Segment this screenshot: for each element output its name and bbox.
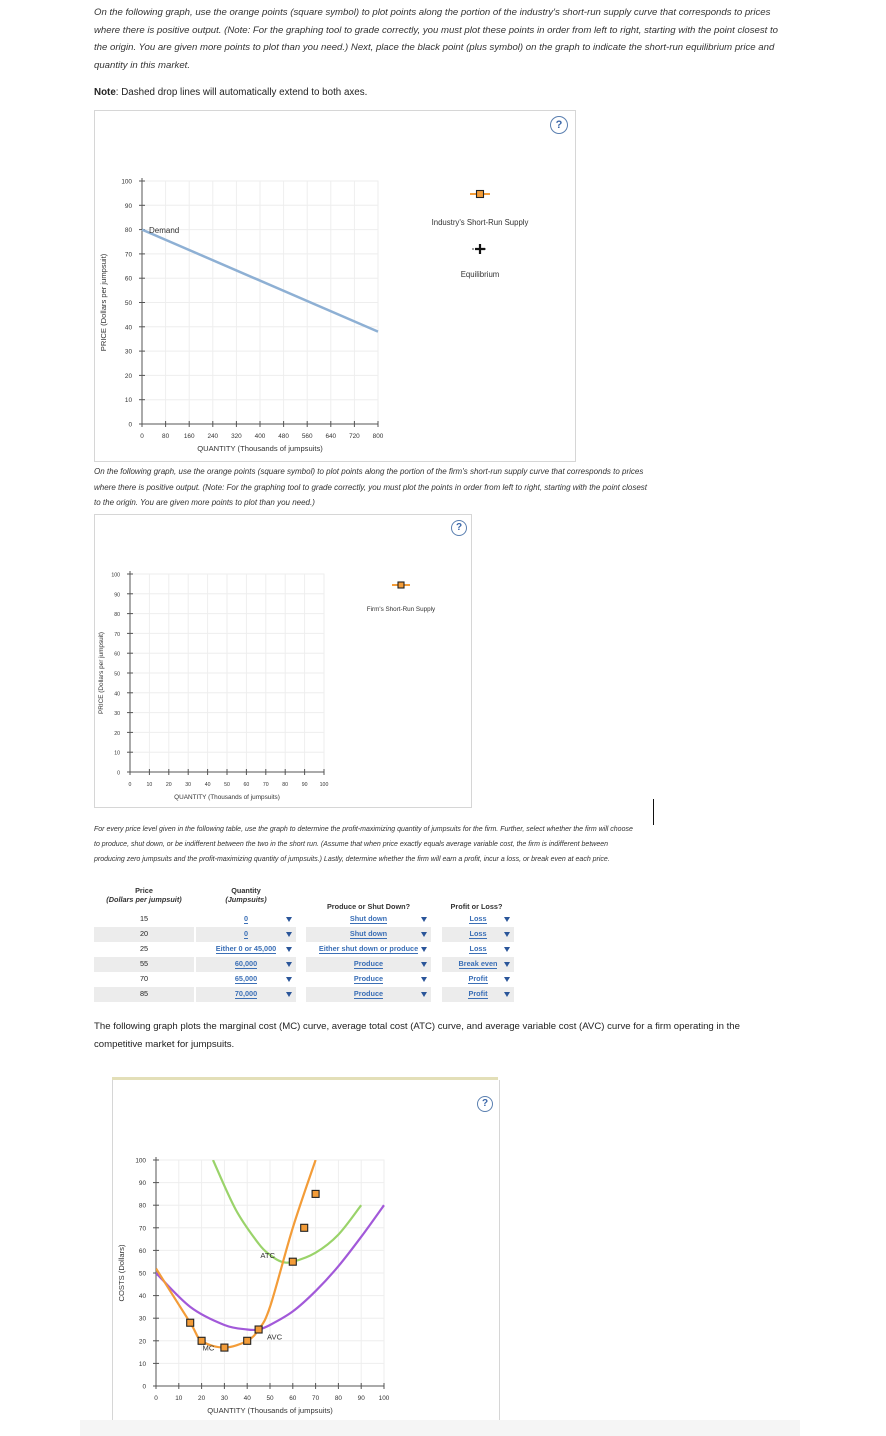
legend-supply-label: Industry's Short-Run Supply <box>431 218 529 227</box>
profit-dropdown[interactable] <box>442 927 514 942</box>
y-tick-label: 40 <box>124 324 132 332</box>
profit-selected-value: Profit <box>468 974 488 983</box>
produce-selected-value: Shut down <box>349 914 388 923</box>
x-tick-label: 50 <box>224 782 230 788</box>
mc-point-square <box>312 1190 319 1197</box>
x-tick-label: 20 <box>198 1395 206 1402</box>
y-tick-label: 90 <box>124 202 132 210</box>
profit-selected-value: Loss <box>469 914 487 923</box>
y-tick-label: 20 <box>124 372 132 380</box>
produce-dropdown[interactable] <box>306 972 431 987</box>
mc-label: MC <box>202 1343 215 1353</box>
chevron-down-icon <box>421 947 427 952</box>
legend-firm-supply-square-icon <box>398 582 404 588</box>
produce-dropdown[interactable] <box>306 942 431 957</box>
chevron-down-icon <box>504 977 510 982</box>
demand-label: Demand <box>149 226 180 235</box>
chevron-down-icon <box>286 977 292 982</box>
y-tick-label: 10 <box>124 397 132 405</box>
profit-selected-value: Break even <box>458 959 498 968</box>
mc-point-square <box>221 1344 228 1351</box>
x-tick-label: 20 <box>165 782 172 788</box>
x-tick-label: 800 <box>372 433 384 440</box>
help-icon[interactable]: ? <box>451 520 467 536</box>
instructions-firm: On the following graph, use the orange points (square symbol) to plot points along the portion of the firm's short-run supply curve that corresponds to prices where there is positive output. (Note: For the graphing tool to grade correctly, you must plot the points in order from left to right, starting with the point closest to the origin. You are given more points to plot than you need.) <box>94 467 648 507</box>
x-tick-label: 10 <box>175 1395 183 1402</box>
x-tick-label: 100 <box>378 1395 390 1402</box>
chevron-down-icon <box>286 917 292 922</box>
qty-dropdown[interactable] <box>196 942 296 957</box>
x-tick-label: 40 <box>243 1395 251 1402</box>
y-tick-label: 80 <box>138 1202 146 1210</box>
chevron-down-icon <box>421 962 427 967</box>
produce-dropdown[interactable] <box>306 927 431 942</box>
chevron-down-icon <box>504 947 510 952</box>
produce-selected-value: Produce <box>353 989 384 998</box>
x-tick-label: 0 <box>154 1395 158 1402</box>
profit-selected-value: Loss <box>469 944 487 953</box>
y-tick-label: 60 <box>138 1247 146 1255</box>
y-axis-label: PRICE (Dollars per jumpsuit) <box>98 631 105 715</box>
produce-selected-value: Produce <box>353 959 384 968</box>
produce-selected-value: Either shut down or produce <box>318 944 419 953</box>
chevron-down-icon <box>504 992 510 997</box>
x-tick-label: 160 <box>183 433 195 440</box>
qty-selected-value: 60,000 <box>234 959 258 968</box>
produce-selected-value: Produce <box>353 974 384 983</box>
produce-selected-value: Shut down <box>349 929 388 938</box>
x-tick-label: 80 <box>282 782 289 788</box>
y-tick-label: 10 <box>114 750 120 757</box>
header-profit: Profit or Loss? <box>450 902 503 911</box>
x-tick-label: 10 <box>146 782 153 788</box>
qty-dropdown[interactable] <box>196 912 296 927</box>
y-tick-label: 80 <box>114 612 120 619</box>
footer-bar <box>80 1420 800 1436</box>
y-axis-label: PRICE (Dollars per jumpsuit) <box>99 253 108 352</box>
y-tick-label: 60 <box>124 275 132 283</box>
chevron-down-icon <box>286 932 292 937</box>
chevron-down-icon <box>421 932 427 937</box>
y-tick-label: 90 <box>138 1180 146 1188</box>
x-tick-label: 40 <box>204 782 211 788</box>
y-tick-label: 70 <box>138 1225 146 1233</box>
industry-graph[interactable] <box>94 110 574 460</box>
y-tick-label: 50 <box>124 300 132 307</box>
chevron-down-icon <box>421 992 427 997</box>
legend-supply-square-icon <box>477 191 484 198</box>
x-axis-label: QUANTITY (Thousands of jumpsuits) <box>197 444 323 453</box>
table-row <box>94 927 514 942</box>
mc-point-square <box>301 1224 308 1231</box>
price-cell: 25 <box>139 944 149 953</box>
note-dashed-lines <box>94 87 367 98</box>
y-tick-label: 0 <box>117 770 120 777</box>
firm-graph[interactable] <box>94 514 470 806</box>
table-row <box>94 942 514 957</box>
y-tick-label: 100 <box>111 572 120 579</box>
chevron-down-icon <box>504 962 510 967</box>
y-tick-label: 70 <box>114 631 120 638</box>
legend-equilibrium-label: Equilibrium <box>460 270 500 279</box>
y-tick-label: 0 <box>142 1383 146 1391</box>
profit-dropdown[interactable] <box>442 972 514 987</box>
chevron-down-icon <box>504 932 510 937</box>
x-tick-label: 320 <box>231 433 242 440</box>
x-tick-label: 0 <box>140 433 144 440</box>
x-tick-label: 90 <box>357 1395 365 1402</box>
y-tick-label: 50 <box>138 1270 146 1278</box>
table-row <box>94 957 514 972</box>
chevron-down-icon <box>286 992 292 997</box>
y-tick-label: 50 <box>114 671 120 678</box>
price-cell: 15 <box>139 914 149 923</box>
qty-selected-value: 70,000 <box>234 989 258 998</box>
x-tick-label: 0 <box>128 782 132 788</box>
x-tick-label: 640 <box>325 433 337 440</box>
mc-point-square <box>289 1258 296 1265</box>
x-tick-label: 70 <box>312 1395 320 1402</box>
header-price: Price (Dollars per jumpsuit) <box>106 886 182 904</box>
profit-dropdown[interactable] <box>442 912 514 927</box>
help-icon[interactable]: ? <box>477 1096 493 1112</box>
table-row <box>94 987 514 1002</box>
cost-graph[interactable] <box>112 1080 498 1420</box>
instructions-industry: On the following graph, use the orange points (square symbol) to plot points along the portion of the industry's short-run supply curve that corresponds to prices where there is positive output. (Note: For the graphing tool to grade correctly, you must plot these points in order from left to right, starting with the point closest to the origin. You are given more points to plot than you need.) Next, place the black point (plus symbol) on the graph to indicate the short-run equilibrium price and quantity in this market. <box>94 7 778 71</box>
cost-curves-description: The following graph plots the marginal cost (MC) curve, average total cost (ATC) curve, and average variable cost (AVC) curve for a firm operating in the competitive market for jumpsuits. <box>94 1021 740 1050</box>
y-tick-label: 20 <box>114 730 120 737</box>
x-tick-label: 30 <box>220 1395 228 1402</box>
header-quantity: Quantity (Jumpsuits) <box>225 886 267 904</box>
chevron-down-icon <box>421 917 427 922</box>
price-cell: 85 <box>94 987 194 1002</box>
avc-label: AVC <box>267 1332 283 1342</box>
y-tick-label: 60 <box>114 651 120 658</box>
x-tick-label: 60 <box>243 782 250 788</box>
header-produce: Produce or Shut Down? <box>326 902 411 911</box>
instructions-table: For every price level given in the following table, use the graph to determine the profit-maximizing quantity of jumpsuits for the firm. Further, select whether the firm will choose to produce, shut down, or be indifferent between the two in the short run. (Assume that when price exactly equals average variable cost, the firm is indifferent between producing zero jumpsuits and the profit-maximizing quantity of jumpsuits.) Lastly, determine whether the firm will earn a profit, incur a loss, or break even at each price. <box>94 826 633 863</box>
chevron-down-icon <box>421 977 427 982</box>
x-axis-label: QUANTITY (Thousands of jumpsuits) <box>174 794 280 801</box>
price-cell: 70 <box>139 974 149 983</box>
mc-point-square <box>187 1319 194 1326</box>
table-row <box>94 972 514 987</box>
chevron-down-icon <box>504 917 510 922</box>
qty-selected-value: 65,000 <box>234 974 258 983</box>
price-cell: 55 <box>94 957 194 972</box>
qty-dropdown[interactable] <box>196 957 296 972</box>
x-tick-label: 240 <box>207 433 219 440</box>
x-tick-label: 70 <box>262 782 269 788</box>
qty-selected-value: 0 <box>243 929 249 938</box>
mc-curve <box>156 1160 316 1348</box>
y-tick-label: 30 <box>138 1315 146 1323</box>
chevron-down-icon <box>286 962 292 967</box>
profit-dropdown[interactable] <box>442 987 514 1002</box>
mc-point-square <box>255 1326 262 1333</box>
qty-selected-value: 0 <box>243 914 249 923</box>
qty-dropdown[interactable] <box>196 987 296 1002</box>
x-tick-label: 100 <box>319 782 329 788</box>
y-tick-label: 40 <box>138 1293 146 1301</box>
x-tick-label: 80 <box>162 433 170 440</box>
y-tick-label: 30 <box>114 711 120 718</box>
y-tick-label: 100 <box>121 178 132 186</box>
x-tick-label: 80 <box>334 1395 342 1402</box>
x-tick-label: 90 <box>301 782 308 788</box>
x-tick-label: 50 <box>266 1395 274 1402</box>
qty-dropdown[interactable] <box>196 927 296 942</box>
y-tick-label: 80 <box>124 227 132 235</box>
y-tick-label: 90 <box>114 592 120 599</box>
text-cursor <box>653 799 654 825</box>
legend-firm-supply-label: Firm's Short-Run Supply <box>366 606 436 613</box>
y-tick-label: 70 <box>124 251 132 259</box>
produce-dropdown[interactable] <box>306 987 431 1002</box>
x-tick-label: 400 <box>254 433 266 440</box>
price-cell: 20 <box>94 927 194 942</box>
profit-selected-value: Profit <box>468 989 488 998</box>
x-tick-label: 720 <box>349 433 360 440</box>
x-tick-label: 560 <box>301 433 313 440</box>
profit-dropdown[interactable] <box>442 957 514 972</box>
y-tick-label: 40 <box>114 691 120 698</box>
x-tick-label: 30 <box>185 782 192 788</box>
profit-dropdown[interactable] <box>442 942 514 957</box>
qty-dropdown[interactable] <box>196 972 296 987</box>
atc-label: ATC <box>260 1250 276 1260</box>
produce-dropdown[interactable] <box>306 957 431 972</box>
note-text: : Dashed drop lines will automatically extend to both axes. <box>115 87 368 98</box>
y-tick-label: 0 <box>128 421 132 429</box>
profit-selected-value: Loss <box>469 929 487 938</box>
chevron-down-icon <box>286 947 292 952</box>
y-axis-label: COSTS (Dollars) <box>117 1244 126 1302</box>
help-icon[interactable]: ? <box>550 116 568 134</box>
y-tick-label: 10 <box>138 1360 146 1368</box>
y-tick-label: 30 <box>124 348 132 356</box>
produce-dropdown[interactable] <box>306 912 431 927</box>
note-label: Note <box>94 87 116 98</box>
legend-equilibrium-plus-icon <box>475 244 485 254</box>
x-tick-label: 60 <box>289 1395 297 1402</box>
mc-point-square <box>244 1337 251 1344</box>
x-tick-label: 480 <box>278 433 289 440</box>
y-tick-label: 100 <box>135 1157 146 1165</box>
table-row <box>94 912 514 927</box>
x-axis-label: QUANTITY (Thousands of jumpsuits) <box>207 1406 333 1415</box>
qty-selected-value: Either 0 or 45,000 <box>215 944 277 953</box>
y-tick-label: 20 <box>138 1338 146 1346</box>
